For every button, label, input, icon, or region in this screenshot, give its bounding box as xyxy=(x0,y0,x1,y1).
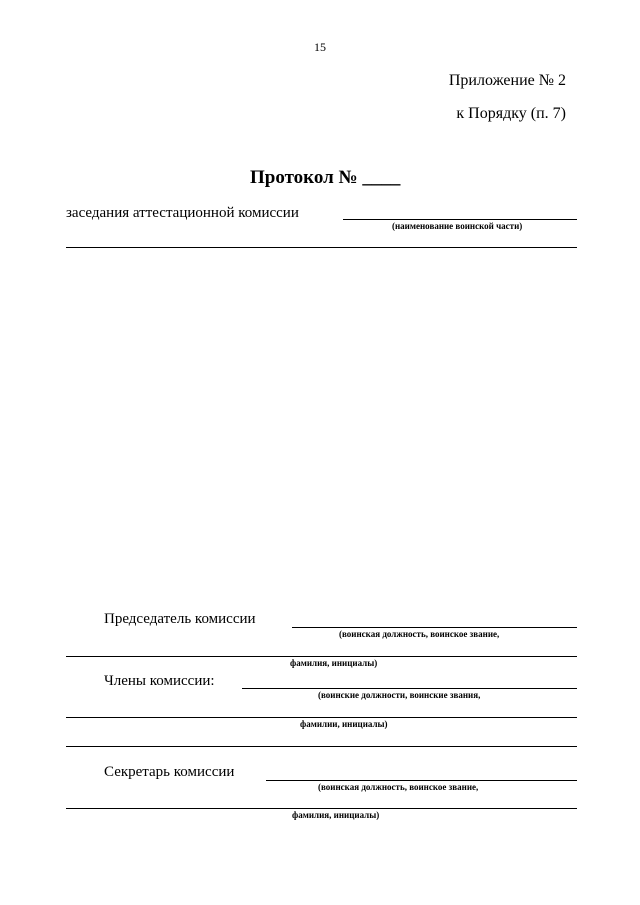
members-line-3 xyxy=(66,746,577,747)
order-reference: к Порядку (п. 7) xyxy=(456,105,566,122)
members-label: Члены комиссии: xyxy=(104,673,215,689)
secretary-signature-line xyxy=(266,780,577,781)
secretary-caption-2: фамилия, инициалы) xyxy=(292,810,380,820)
chairman-label: Председатель комиссии xyxy=(104,611,256,627)
members-line-2 xyxy=(66,717,577,718)
unit-name-line xyxy=(343,219,577,220)
appendix-label: Приложение № 2 xyxy=(448,72,566,89)
secretary-label: Секретарь комиссии xyxy=(104,764,235,780)
page-number: 15 xyxy=(314,40,326,54)
chairman-caption-2: фамилия, инициалы) xyxy=(290,658,378,668)
unit-name-caption: (наименование воинской части) xyxy=(392,221,523,231)
chairman-name-line xyxy=(66,656,577,657)
unit-name-line-2 xyxy=(66,247,577,248)
chairman-signature-line xyxy=(292,627,577,628)
secretary-name-line xyxy=(66,808,577,809)
members-signature-line xyxy=(242,688,577,689)
protocol-title: Протокол № ____ xyxy=(250,167,401,188)
protocol-subtitle: заседания аттестационной комиссии xyxy=(66,205,299,221)
chairman-caption-1: (воинская должность, воинское звание, xyxy=(339,629,500,639)
members-caption-1: (воинские должности, воинские звания, xyxy=(318,690,481,700)
members-caption-2: фамилии, инициалы) xyxy=(300,719,388,729)
secretary-caption-1: (воинская должность, воинское звание, xyxy=(318,782,479,792)
